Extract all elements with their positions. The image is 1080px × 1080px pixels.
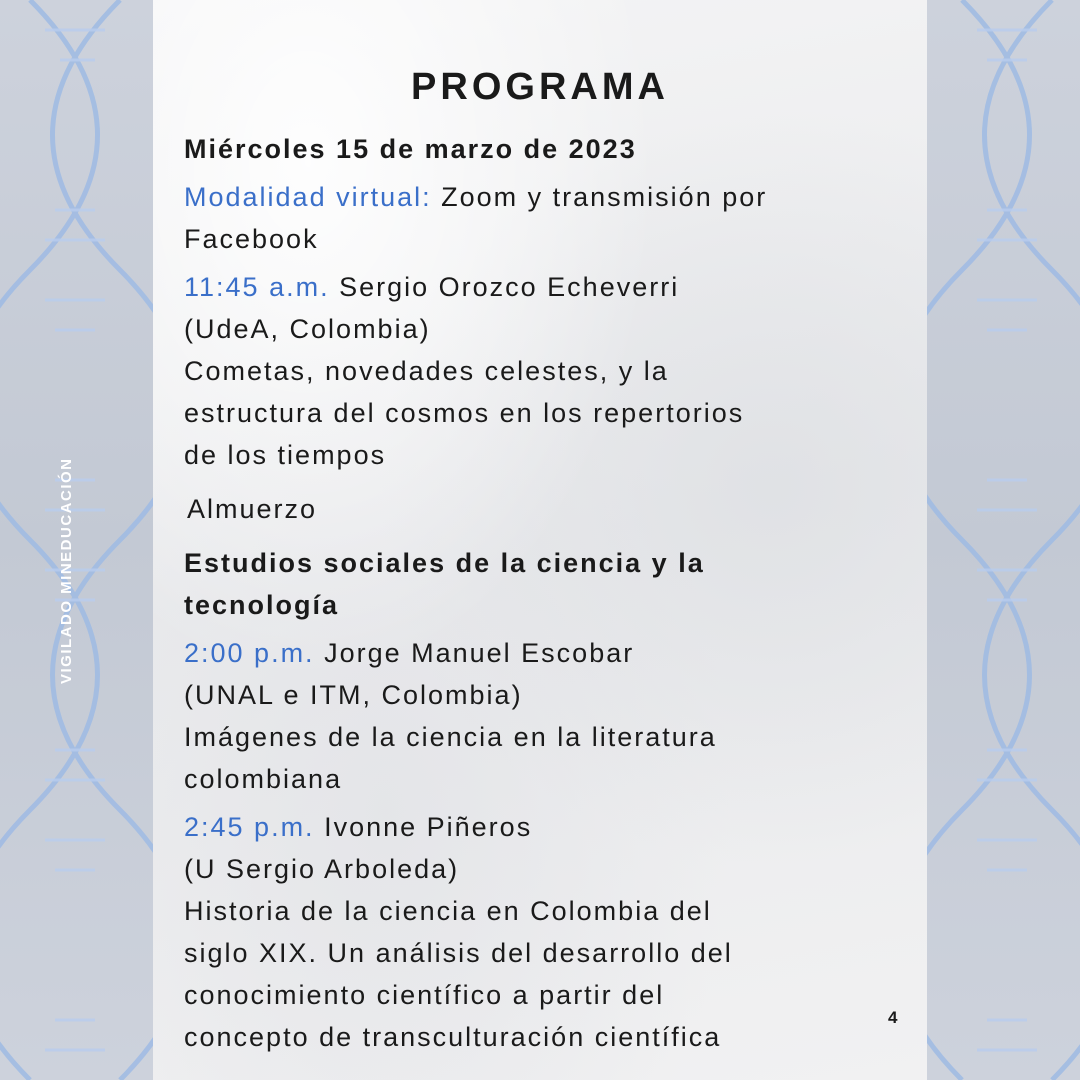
session-1-talk-line: estructura del cosmos en los repertorios — [184, 398, 745, 428]
page-number: 4 — [888, 1008, 898, 1027]
modality-label: Modalidad virtual: — [184, 182, 432, 212]
session-2-talk-line: colombiana — [184, 764, 343, 794]
session-2-affiliation: (UNAL e ITM, Colombia) — [184, 680, 523, 710]
session-2-heading — [184, 632, 924, 674]
dna-helix-right-icon — [927, 0, 1080, 1080]
session-1-talk-line: de los tiempos — [184, 440, 387, 470]
program-content — [184, 60, 924, 1058]
section-title-line: tecnología — [184, 590, 340, 620]
session-2-time: 2:00 p.m. — [184, 638, 315, 668]
session-3-talk-line: Historia de la ciencia en Colombia del — [184, 896, 712, 926]
session-2-talk-line: Imágenes de la ciencia en la literatura — [184, 722, 717, 752]
session-3-talk-line: concepto de transculturación científica — [184, 1022, 722, 1052]
session-1-time: 11:45 a.m. — [184, 272, 330, 302]
session-3-affiliation: (U Sergio Arboleda) — [184, 854, 460, 884]
session-2-speaker: Jorge Manuel Escobar — [324, 638, 635, 668]
session-1-speaker: Sergio Orozco Echeverri — [339, 272, 680, 302]
session-3 — [184, 806, 924, 1058]
modality-value-cont: Facebook — [184, 224, 319, 254]
modality-value: Zoom y transmisión por — [441, 182, 768, 212]
dna-helix-left-icon — [0, 0, 153, 1080]
section-title-line: Estudios sociales de la ciencia y la — [184, 548, 705, 578]
modality-line — [184, 176, 924, 218]
session-3-heading — [184, 806, 924, 848]
event-date: Miércoles 15 de marzo de 2023 — [184, 134, 637, 164]
session-3-talk-line: conocimiento científico a partir del — [184, 980, 665, 1010]
page-title: PROGRAMA — [411, 66, 669, 108]
left-dna-strip — [0, 0, 153, 1080]
session-1-talk-line: Cometas, novedades celestes, y la — [184, 356, 669, 386]
session-1-affiliation: (UdeA, Colombia) — [184, 314, 431, 344]
session-3-speaker: Ivonne Piñeros — [324, 812, 533, 842]
session-3-talk-line: siglo XIX. Un análisis del desarrollo del — [184, 938, 733, 968]
right-dna-strip — [927, 0, 1080, 1080]
session-1 — [184, 266, 924, 476]
session-3-time: 2:45 p.m. — [184, 812, 315, 842]
lunch-break: Almuerzo — [187, 494, 318, 524]
session-2 — [184, 632, 924, 800]
session-1-heading — [184, 266, 924, 308]
vigilado-mineducacion-label: VIGILADO MINEDUCACIÓN — [58, 457, 75, 684]
section-heading — [184, 542, 924, 626]
